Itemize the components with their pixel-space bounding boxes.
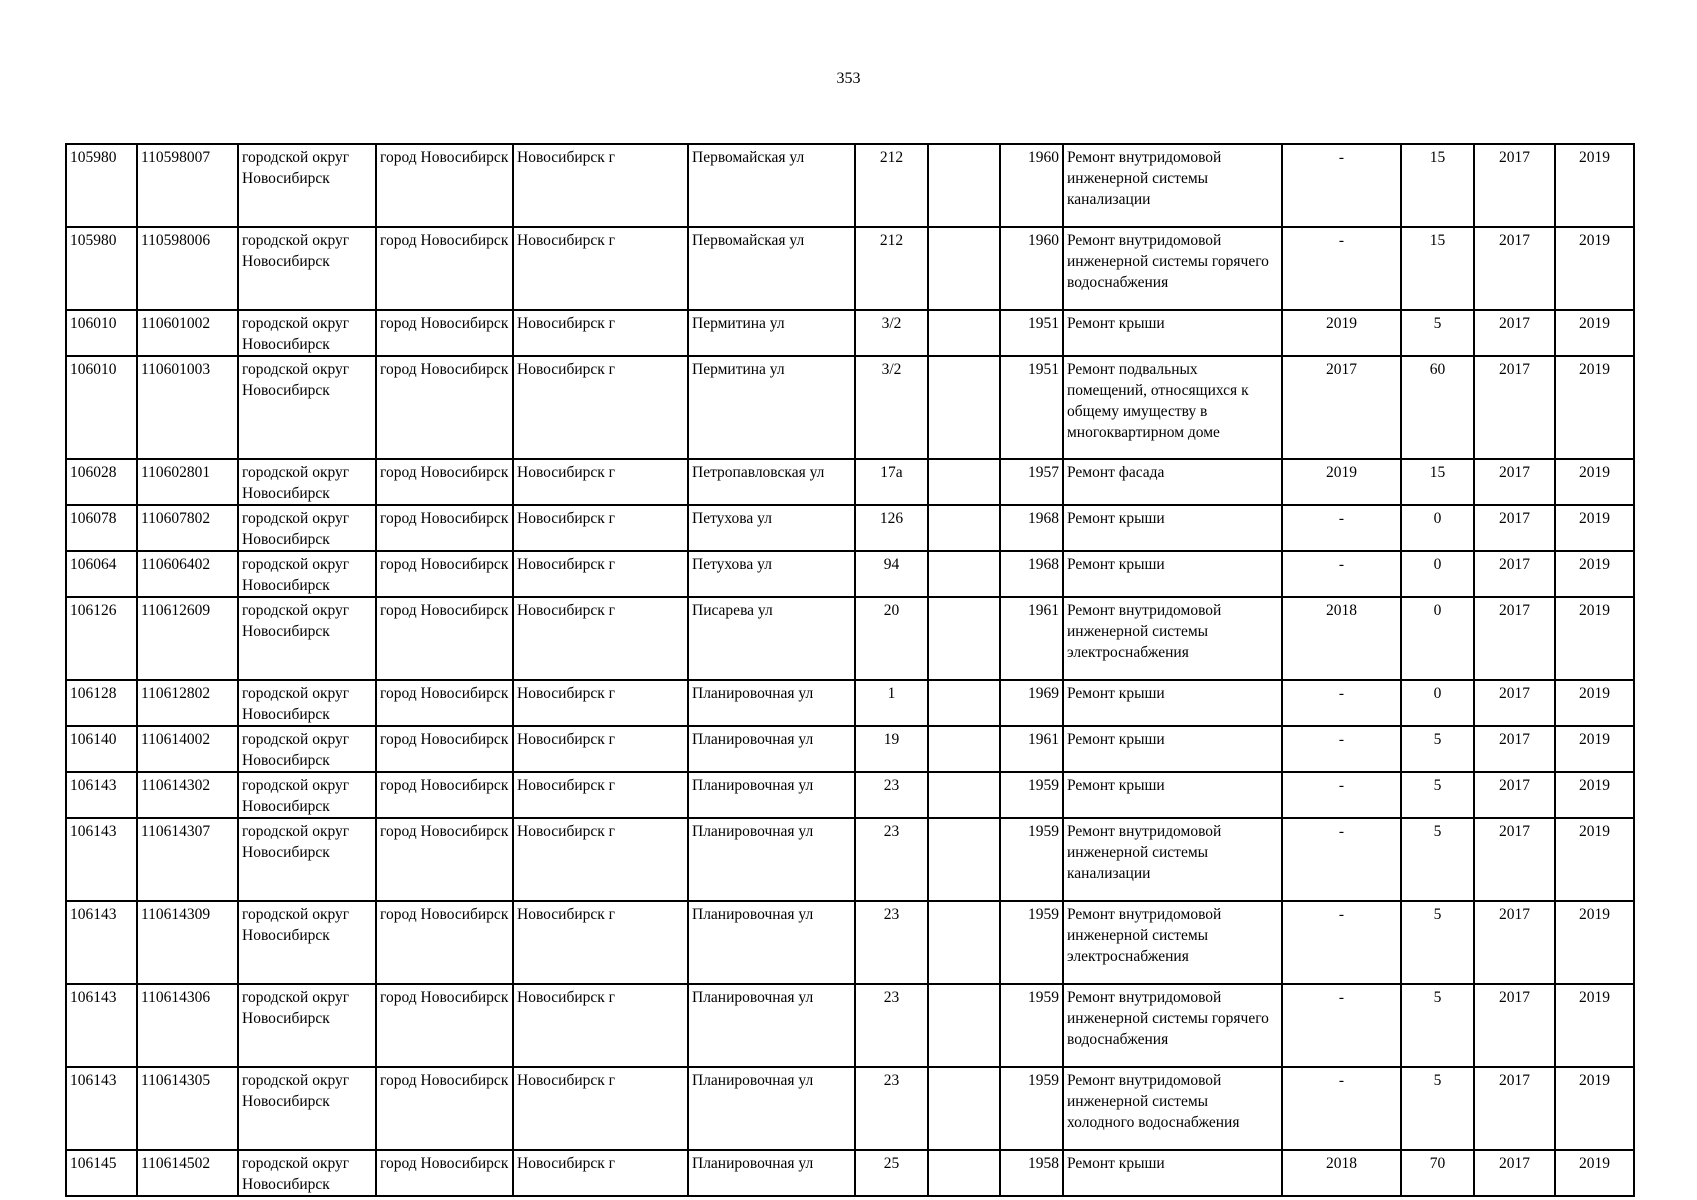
cell-district: городской округ Новосибирск xyxy=(238,144,376,227)
cell-blank xyxy=(928,772,1000,818)
cell-percent: 0 xyxy=(1401,551,1474,597)
cell-settlement: город Новосибирск xyxy=(376,1067,513,1150)
cell-start-year: 2017 xyxy=(1474,227,1555,310)
cell-house: 3/2 xyxy=(855,310,928,356)
cell-year-built: 1960 xyxy=(1000,144,1063,227)
cell-house: 126 xyxy=(855,505,928,551)
cell-street: Планировочная ул xyxy=(688,984,855,1067)
cell-work: Ремонт крыши xyxy=(1063,772,1282,818)
cell-city: Новосибирск г xyxy=(513,1150,688,1196)
cell-year-built: 1960 xyxy=(1000,227,1063,310)
cell-plan-year: - xyxy=(1282,144,1401,227)
cell-blank xyxy=(928,984,1000,1067)
cell-settlement: город Новосибирск xyxy=(376,901,513,984)
cell-street: Петропавловская ул xyxy=(688,459,855,505)
cell-district: городской округ Новосибирск xyxy=(238,597,376,680)
cell-plan-year: 2017 xyxy=(1282,356,1401,459)
cell-blank xyxy=(928,459,1000,505)
cell-city: Новосибирск г xyxy=(513,505,688,551)
cell-end-year: 2019 xyxy=(1555,144,1634,227)
cell-settlement: город Новосибирск xyxy=(376,551,513,597)
cell-city: Новосибирск г xyxy=(513,726,688,772)
cell-blank xyxy=(928,144,1000,227)
cell-start-year: 2017 xyxy=(1474,551,1555,597)
cell-start-year: 2017 xyxy=(1474,597,1555,680)
table-row xyxy=(66,680,1634,726)
cell-work: Ремонт внутридомовой инженерной системы электроснабжения xyxy=(1063,597,1282,680)
cell-house: 3/2 xyxy=(855,356,928,459)
cell-district: городской округ Новосибирск xyxy=(238,356,376,459)
cell-percent: 5 xyxy=(1401,772,1474,818)
table-row xyxy=(66,901,1634,984)
cell-work: Ремонт внутридомовой инженерной системы канализации xyxy=(1063,818,1282,901)
cell-district: городской округ Новосибирск xyxy=(238,551,376,597)
cell-district: городской округ Новосибирск xyxy=(238,772,376,818)
cell-settlement: город Новосибирск xyxy=(376,772,513,818)
cell-work: Ремонт крыши xyxy=(1063,505,1282,551)
table-row xyxy=(66,144,1634,227)
cell-house: 212 xyxy=(855,227,928,310)
cell-percent: 0 xyxy=(1401,597,1474,680)
cell-end-year: 2019 xyxy=(1555,680,1634,726)
cell-code: 110614309 xyxy=(137,901,238,984)
cell-year-built: 1968 xyxy=(1000,551,1063,597)
cell-work: Ремонт крыши xyxy=(1063,551,1282,597)
table-row xyxy=(66,597,1634,680)
cell-id: 106028 xyxy=(66,459,137,505)
cell-house: 20 xyxy=(855,597,928,680)
cell-end-year: 2019 xyxy=(1555,984,1634,1067)
cell-percent: 15 xyxy=(1401,144,1474,227)
cell-district: городской округ Новосибирск xyxy=(238,1067,376,1150)
page-number: 353 xyxy=(836,70,861,87)
cell-id: 106010 xyxy=(66,310,137,356)
cell-start-year: 2017 xyxy=(1474,144,1555,227)
table-row xyxy=(66,459,1634,505)
cell-blank xyxy=(928,356,1000,459)
cell-plan-year: - xyxy=(1282,1067,1401,1150)
cell-start-year: 2017 xyxy=(1474,1067,1555,1150)
cell-city: Новосибирск г xyxy=(513,551,688,597)
cell-end-year: 2019 xyxy=(1555,356,1634,459)
cell-start-year: 2017 xyxy=(1474,356,1555,459)
cell-start-year: 2017 xyxy=(1474,901,1555,984)
cell-end-year: 2019 xyxy=(1555,901,1634,984)
cell-house: 94 xyxy=(855,551,928,597)
cell-street: Планировочная ул xyxy=(688,1150,855,1196)
cell-blank xyxy=(928,1067,1000,1150)
cell-work: Ремонт подвальных помещений, относящихся к общему имуществу в многоквартирном доме xyxy=(1063,356,1282,459)
cell-street: Планировочная ул xyxy=(688,818,855,901)
cell-start-year: 2017 xyxy=(1474,505,1555,551)
cell-code: 110614306 xyxy=(137,984,238,1067)
cell-plan-year: 2018 xyxy=(1282,597,1401,680)
cell-year-built: 1959 xyxy=(1000,1067,1063,1150)
cell-city: Новосибирск г xyxy=(513,984,688,1067)
cell-plan-year: 2018 xyxy=(1282,1150,1401,1196)
cell-start-year: 2017 xyxy=(1474,984,1555,1067)
cell-settlement: город Новосибирск xyxy=(376,505,513,551)
table-row xyxy=(66,726,1634,772)
cell-city: Новосибирск г xyxy=(513,459,688,505)
cell-plan-year: - xyxy=(1282,680,1401,726)
cell-percent: 5 xyxy=(1401,901,1474,984)
cell-year-built: 1959 xyxy=(1000,818,1063,901)
cell-end-year: 2019 xyxy=(1555,227,1634,310)
cell-city: Новосибирск г xyxy=(513,310,688,356)
cell-blank xyxy=(928,726,1000,772)
cell-code: 110614307 xyxy=(137,818,238,901)
cell-year-built: 1959 xyxy=(1000,984,1063,1067)
cell-plan-year: - xyxy=(1282,818,1401,901)
cell-work: Ремонт фасада xyxy=(1063,459,1282,505)
cell-id: 105980 xyxy=(66,227,137,310)
cell-year-built: 1951 xyxy=(1000,356,1063,459)
cell-blank xyxy=(928,901,1000,984)
cell-street: Планировочная ул xyxy=(688,772,855,818)
cell-percent: 60 xyxy=(1401,356,1474,459)
cell-start-year: 2017 xyxy=(1474,772,1555,818)
table-row xyxy=(66,1150,1634,1196)
cell-house: 23 xyxy=(855,772,928,818)
cell-id: 106126 xyxy=(66,597,137,680)
cell-percent: 5 xyxy=(1401,1067,1474,1150)
cell-city: Новосибирск г xyxy=(513,144,688,227)
cell-end-year: 2019 xyxy=(1555,818,1634,901)
cell-plan-year: - xyxy=(1282,551,1401,597)
table-row xyxy=(66,505,1634,551)
cell-district: городской округ Новосибирск xyxy=(238,310,376,356)
registry-table xyxy=(65,143,1635,1197)
cell-percent: 5 xyxy=(1401,818,1474,901)
cell-percent: 0 xyxy=(1401,505,1474,551)
table-row xyxy=(66,310,1634,356)
cell-id: 106143 xyxy=(66,901,137,984)
cell-code: 110614305 xyxy=(137,1067,238,1150)
cell-id: 106078 xyxy=(66,505,137,551)
cell-blank xyxy=(928,1150,1000,1196)
cell-house: 23 xyxy=(855,818,928,901)
cell-year-built: 1957 xyxy=(1000,459,1063,505)
cell-district: городской округ Новосибирск xyxy=(238,505,376,551)
cell-end-year: 2019 xyxy=(1555,772,1634,818)
cell-plan-year: 2019 xyxy=(1282,459,1401,505)
cell-street: Первомайская ул xyxy=(688,227,855,310)
cell-year-built: 1961 xyxy=(1000,597,1063,680)
cell-year-built: 1959 xyxy=(1000,772,1063,818)
table-row xyxy=(66,818,1634,901)
cell-city: Новосибирск г xyxy=(513,680,688,726)
cell-code: 110614502 xyxy=(137,1150,238,1196)
cell-blank xyxy=(928,818,1000,901)
cell-end-year: 2019 xyxy=(1555,1150,1634,1196)
cell-start-year: 2017 xyxy=(1474,1150,1555,1196)
cell-street: Планировочная ул xyxy=(688,901,855,984)
cell-year-built: 1959 xyxy=(1000,901,1063,984)
cell-district: городской округ Новосибирск xyxy=(238,459,376,505)
table-row xyxy=(66,1067,1634,1150)
cell-work: Ремонт внутридомовой инженерной системы горячего водоснабжения xyxy=(1063,984,1282,1067)
cell-city: Новосибирск г xyxy=(513,597,688,680)
cell-id: 106010 xyxy=(66,356,137,459)
cell-end-year: 2019 xyxy=(1555,1067,1634,1150)
cell-settlement: город Новосибирск xyxy=(376,459,513,505)
cell-city: Новосибирск г xyxy=(513,818,688,901)
cell-code: 110607802 xyxy=(137,505,238,551)
cell-end-year: 2019 xyxy=(1555,310,1634,356)
cell-start-year: 2017 xyxy=(1474,726,1555,772)
cell-settlement: город Новосибирск xyxy=(376,597,513,680)
cell-year-built: 1969 xyxy=(1000,680,1063,726)
cell-id: 106064 xyxy=(66,551,137,597)
cell-settlement: город Новосибирск xyxy=(376,356,513,459)
cell-start-year: 2017 xyxy=(1474,680,1555,726)
cell-blank xyxy=(928,227,1000,310)
cell-id: 106128 xyxy=(66,680,137,726)
cell-code: 110612802 xyxy=(137,680,238,726)
cell-district: городской округ Новосибирск xyxy=(238,726,376,772)
cell-district: городской округ Новосибирск xyxy=(238,1150,376,1196)
cell-work: Ремонт крыши xyxy=(1063,310,1282,356)
cell-street: Петухова ул xyxy=(688,551,855,597)
cell-code: 110598006 xyxy=(137,227,238,310)
cell-work: Ремонт внутридомовой инженерной системы горячего водоснабжения xyxy=(1063,227,1282,310)
cell-blank xyxy=(928,680,1000,726)
cell-house: 23 xyxy=(855,984,928,1067)
table-row xyxy=(66,551,1634,597)
cell-percent: 15 xyxy=(1401,227,1474,310)
cell-code: 110602801 xyxy=(137,459,238,505)
cell-street: Первомайская ул xyxy=(688,144,855,227)
cell-percent: 15 xyxy=(1401,459,1474,505)
cell-year-built: 1951 xyxy=(1000,310,1063,356)
cell-settlement: город Новосибирск xyxy=(376,227,513,310)
cell-plan-year: - xyxy=(1282,227,1401,310)
cell-year-built: 1961 xyxy=(1000,726,1063,772)
cell-district: городской округ Новосибирск xyxy=(238,227,376,310)
cell-blank xyxy=(928,505,1000,551)
cell-street: Пермитина ул xyxy=(688,356,855,459)
cell-id: 106143 xyxy=(66,1067,137,1150)
cell-work: Ремонт крыши xyxy=(1063,680,1282,726)
cell-settlement: город Новосибирск xyxy=(376,984,513,1067)
cell-work: Ремонт внутридомовой инженерной системы холодного водоснабжения xyxy=(1063,1067,1282,1150)
cell-house: 19 xyxy=(855,726,928,772)
cell-percent: 5 xyxy=(1401,310,1474,356)
cell-plan-year: - xyxy=(1282,726,1401,772)
cell-settlement: город Новосибирск xyxy=(376,144,513,227)
cell-code: 110601002 xyxy=(137,310,238,356)
cell-id: 106143 xyxy=(66,772,137,818)
cell-percent: 5 xyxy=(1401,726,1474,772)
cell-house: 23 xyxy=(855,901,928,984)
cell-district: городской округ Новосибирск xyxy=(238,901,376,984)
cell-street: Писарева ул xyxy=(688,597,855,680)
cell-plan-year: 2019 xyxy=(1282,310,1401,356)
cell-code: 110614002 xyxy=(137,726,238,772)
cell-percent: 5 xyxy=(1401,984,1474,1067)
cell-end-year: 2019 xyxy=(1555,597,1634,680)
cell-settlement: город Новосибирск xyxy=(376,310,513,356)
cell-end-year: 2019 xyxy=(1555,505,1634,551)
cell-blank xyxy=(928,310,1000,356)
cell-city: Новосибирск г xyxy=(513,356,688,459)
cell-house: 25 xyxy=(855,1150,928,1196)
cell-house: 17а xyxy=(855,459,928,505)
cell-id: 106140 xyxy=(66,726,137,772)
cell-house: 212 xyxy=(855,144,928,227)
cell-end-year: 2019 xyxy=(1555,726,1634,772)
cell-start-year: 2017 xyxy=(1474,818,1555,901)
cell-year-built: 1958 xyxy=(1000,1150,1063,1196)
cell-street: Планировочная ул xyxy=(688,726,855,772)
table-row xyxy=(66,984,1634,1067)
cell-work: Ремонт крыши xyxy=(1063,726,1282,772)
cell-street: Планировочная ул xyxy=(688,1067,855,1150)
cell-work: Ремонт внутридомовой инженерной системы электроснабжения xyxy=(1063,901,1282,984)
cell-city: Новосибирск г xyxy=(513,227,688,310)
cell-id: 106143 xyxy=(66,818,137,901)
cell-id: 105980 xyxy=(66,144,137,227)
cell-street: Планировочная ул xyxy=(688,680,855,726)
cell-settlement: город Новосибирск xyxy=(376,1150,513,1196)
cell-district: городской округ Новосибирск xyxy=(238,984,376,1067)
cell-plan-year: - xyxy=(1282,505,1401,551)
cell-city: Новосибирск г xyxy=(513,1067,688,1150)
cell-code: 110614302 xyxy=(137,772,238,818)
cell-plan-year: - xyxy=(1282,984,1401,1067)
cell-work: Ремонт внутридомовой инженерной системы канализации xyxy=(1063,144,1282,227)
cell-house: 23 xyxy=(855,1067,928,1150)
cell-percent: 70 xyxy=(1401,1150,1474,1196)
cell-id: 106145 xyxy=(66,1150,137,1196)
cell-end-year: 2019 xyxy=(1555,459,1634,505)
cell-code: 110601003 xyxy=(137,356,238,459)
cell-settlement: город Новосибирск xyxy=(376,726,513,772)
cell-work: Ремонт крыши xyxy=(1063,1150,1282,1196)
cell-plan-year: - xyxy=(1282,901,1401,984)
table-row xyxy=(66,227,1634,310)
table-body xyxy=(66,144,1634,1196)
cell-street: Петухова ул xyxy=(688,505,855,551)
cell-blank xyxy=(928,597,1000,680)
cell-plan-year: - xyxy=(1282,772,1401,818)
cell-settlement: город Новосибирск xyxy=(376,818,513,901)
cell-district: городской округ Новосибирск xyxy=(238,818,376,901)
cell-street: Пермитина ул xyxy=(688,310,855,356)
cell-code: 110598007 xyxy=(137,144,238,227)
table-row xyxy=(66,772,1634,818)
cell-blank xyxy=(928,551,1000,597)
cell-start-year: 2017 xyxy=(1474,459,1555,505)
cell-code: 110606402 xyxy=(137,551,238,597)
table-row xyxy=(66,356,1634,459)
cell-start-year: 2017 xyxy=(1474,310,1555,356)
cell-district: городской округ Новосибирск xyxy=(238,680,376,726)
cell-house: 1 xyxy=(855,680,928,726)
cell-year-built: 1968 xyxy=(1000,505,1063,551)
cell-percent: 0 xyxy=(1401,680,1474,726)
cell-end-year: 2019 xyxy=(1555,551,1634,597)
cell-city: Новосибирск г xyxy=(513,772,688,818)
cell-id: 106143 xyxy=(66,984,137,1067)
cell-settlement: город Новосибирск xyxy=(376,680,513,726)
cell-city: Новосибирск г xyxy=(513,901,688,984)
cell-code: 110612609 xyxy=(137,597,238,680)
